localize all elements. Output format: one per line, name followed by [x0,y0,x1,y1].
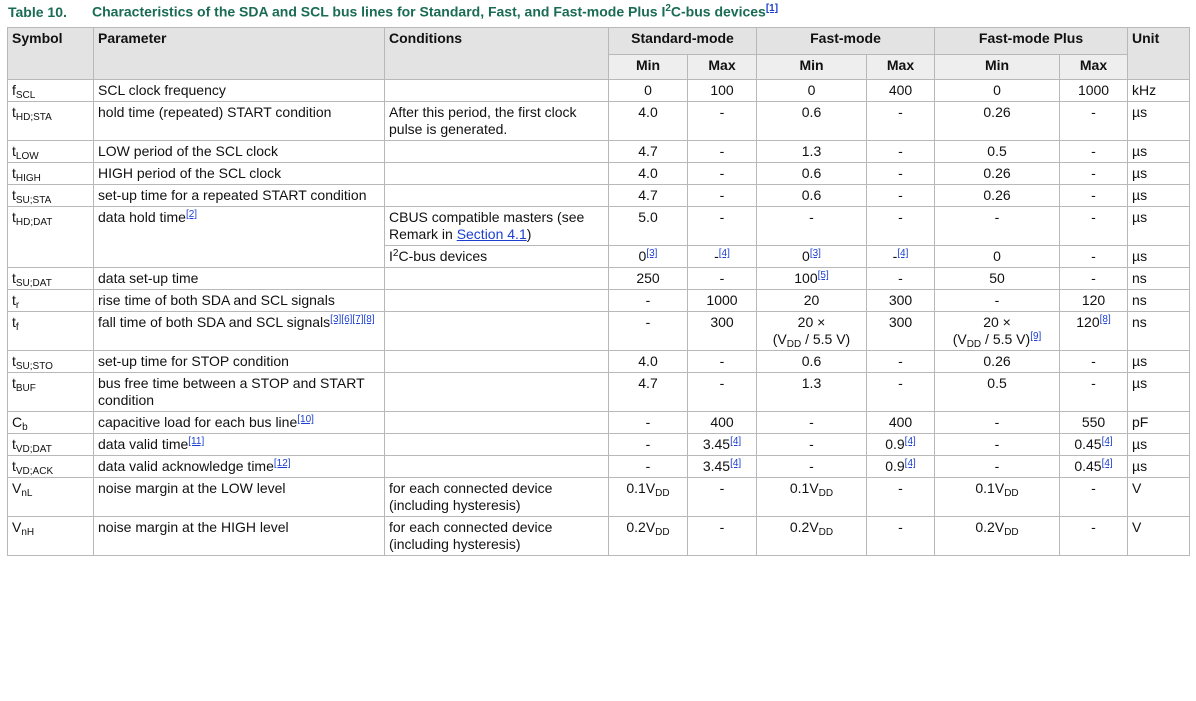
value-cell: - [867,141,935,163]
footnote-link[interactable]: [5] [817,270,829,281]
value-cell: 0 [757,80,867,102]
symbol-cell: $t_{HD;DAT}$ [8,207,94,268]
header-row [8,28,1190,55]
value-cell: - [688,268,757,290]
parameter-cell: SCL clock frequency [94,80,385,102]
conditions-cell [385,434,609,456]
footnote-link[interactable]: [4] [904,436,916,447]
unit-cell: µs [1128,163,1190,185]
table-row [8,351,1190,373]
value-cell: 0.9[4] [867,456,935,478]
table-row [8,434,1190,456]
conditions-cell [385,412,609,434]
unit-cell: pF [1128,412,1190,434]
value-cell: - [757,434,867,456]
value-cell: 20 × ($V_{DD} / 5.5$ V) [757,312,867,351]
unit-cell: ns [1128,312,1190,351]
value-cell: - [609,456,688,478]
min-header: Min [935,55,1060,80]
parameter-cell: set-up time for STOP condition [94,351,385,373]
parameter-cell: noise margin at the HIGH level [94,517,385,556]
value-cell: 4.0 [609,163,688,185]
conditions-cell [385,373,609,412]
value-cell: - [688,102,757,141]
symbol-cell: $t_{VD;ACK}$ [8,456,94,478]
unit-cell: ns [1128,290,1190,312]
value-cell: - [867,268,935,290]
value-cell: - [1060,268,1128,290]
footnote-link[interactable]: [4] [730,458,742,469]
value-cell: 5.0 [609,207,688,246]
value-cell: 0.26 [935,185,1060,207]
unit-cell: µs [1128,373,1190,412]
table-row [8,102,1190,141]
parameter-cell: bus free time between a STOP and START condition [94,373,385,412]
value-cell: - [935,290,1060,312]
value-cell: $0.1V_{DD}$ [935,478,1060,517]
value-cell: - [609,434,688,456]
value-cell: 0.45[4] [1060,434,1128,456]
max-header: Max [867,55,935,80]
table-row [8,456,1190,478]
footnote-link[interactable]: [4] [730,436,742,447]
value-cell: 1.3 [757,141,867,163]
unit-cell: µs [1128,246,1190,268]
conditions-cell [385,351,609,373]
symbol-header: Symbol [8,28,94,80]
table-row [8,268,1190,290]
table-row [8,80,1190,102]
footnote-link[interactable]: [3][6][7][8] [330,314,375,325]
footnote-link[interactable]: [8] [1099,314,1111,325]
value-cell: - [867,185,935,207]
table-caption: Table 10. Characteristics of the SDA and SCL bus lines for Standard, Fast, and Fast-mode Plus $I^2C$-bus devices[1] [8,3,779,20]
table-row [8,290,1190,312]
characteristics-table [7,27,1190,556]
value-cell: - [609,290,688,312]
conditions-cell [385,80,609,102]
value-cell: - [609,412,688,434]
parameter-cell: HIGH period of the SCL clock [94,163,385,185]
value-cell: - [1060,478,1128,517]
parameter-cell: data valid acknowledge time[12] [94,456,385,478]
min-header: Min [757,55,867,80]
footnote-link[interactable]: [4] [1101,458,1113,469]
value-cell: 300 [688,312,757,351]
conditions-cell: After this period, the first clock pulse is generated. [385,102,609,141]
footnote-link[interactable]: [3] [646,248,658,259]
max-header: Max [1060,55,1128,80]
parameter-cell: data valid time[11] [94,434,385,456]
unit-cell: µs [1128,141,1190,163]
value-cell: 120 [1060,290,1128,312]
symbol-cell: $V_{nL}$ [8,478,94,517]
symbol-cell: $t_f$ [8,312,94,351]
symbol-cell: $t_{HD;STA}$ [8,102,94,141]
table-title: Characteristics of the SDA and SCL bus lines for Standard, Fast, and Fast-mode Plus I [92,3,666,20]
table-row [8,412,1190,434]
value-cell: - [935,434,1060,456]
footnote-link[interactable]: [12] [273,458,291,469]
value-cell: 550 [1060,412,1128,434]
value-cell: - [935,207,1060,246]
value-cell: - [688,141,757,163]
unit-cell: V [1128,517,1190,556]
value-cell: - [757,207,867,246]
parameter-cell: fall time of both SDA and SCL signals[3][6][7][8] [94,312,385,351]
table-row [8,373,1190,412]
value-cell: - [867,351,935,373]
value-cell: -[4] [688,246,757,268]
parameter-cell: set-up time for a repeated START condition [94,185,385,207]
value-cell: 100 [688,80,757,102]
value-cell: 0.6 [757,163,867,185]
value-cell: 0[3] [757,246,867,268]
value-cell: 3.45[4] [688,434,757,456]
unit-header: Unit [1128,28,1190,80]
symbol-cell: $t_{SU;STO}$ [8,351,94,373]
value-cell: 400 [867,80,935,102]
value-cell: 100[5] [757,268,867,290]
parameter-cell: capacitive load for each bus line[10] [94,412,385,434]
conditions-cell [385,312,609,351]
table-row [8,185,1190,207]
footnote-link[interactable]: [4] [904,458,916,469]
unit-cell: µs [1128,434,1190,456]
parameter-cell: noise margin at the LOW level [94,478,385,517]
value-cell: 3.45[4] [688,456,757,478]
value-cell: $0.1V_{DD}$ [757,478,867,517]
value-cell: 1000 [688,290,757,312]
value-cell: 0.5 [935,373,1060,412]
value-cell: 0.9[4] [867,434,935,456]
table-row [8,478,1190,517]
table-row [8,141,1190,163]
value-cell: - [609,312,688,351]
value-cell: - [1060,373,1128,412]
value-cell: - [867,373,935,412]
symbol-cell: $t_{SU;DAT}$ [8,268,94,290]
unit-cell: kHz [1128,80,1190,102]
parameter-header: Parameter [94,28,385,80]
value-cell: - [1060,517,1128,556]
conditions-cell: CBUS compatible masters (see Remark in Section 4.1) [385,207,609,246]
value-cell: 20 [757,290,867,312]
unit-cell: V [1128,478,1190,517]
value-cell: 50 [935,268,1060,290]
value-cell: 0.26 [935,102,1060,141]
symbol-cell: $f_{SCL}$ [8,80,94,102]
value-cell: - [757,456,867,478]
value-cell: 120[8] [1060,312,1128,351]
value-cell: - [1060,141,1128,163]
value-cell: 300 [867,290,935,312]
symbol-cell: $t_{SU;STA}$ [8,185,94,207]
unit-cell: µs [1128,456,1190,478]
footnote-link[interactable]: [3] [809,248,821,259]
value-cell: 20 × ($V_{DD} / 5.5$ V)[9] [935,312,1060,351]
value-cell: 0.26 [935,163,1060,185]
value-cell: $0.1V_{DD}$ [609,478,688,517]
value-cell: 4.7 [609,373,688,412]
max-header: Max [688,55,757,80]
unit-cell: µs [1128,351,1190,373]
footnote-link[interactable]: [4] [897,248,909,259]
value-cell: - [1060,207,1128,246]
conditions-cell: for each connected device (including hysteresis) [385,517,609,556]
value-cell: 0[3] [609,246,688,268]
footnote-link[interactable]: [2] [185,209,198,220]
value-cell: - [1060,351,1128,373]
value-cell: - [867,207,935,246]
value-cell: 1000 [1060,80,1128,102]
value-cell: 0.5 [935,141,1060,163]
value-cell: - [1060,163,1128,185]
symbol-cell: $t_r$ [8,290,94,312]
value-cell: - [1060,185,1128,207]
value-cell: - [688,163,757,185]
value-cell: 0.6 [757,185,867,207]
conditions-cell [385,268,609,290]
footnote-link[interactable]: [10] [297,414,314,425]
unit-cell: µs [1128,207,1190,246]
parameter-cell: data set-up time [94,268,385,290]
conditions-cell: $I^2C$-bus devices [385,246,609,268]
value-cell: 0.45[4] [1060,456,1128,478]
value-cell: - [935,456,1060,478]
parameter-cell: hold time (repeated) START condition [94,102,385,141]
symbol-cell: $t_{HIGH}$ [8,163,94,185]
standard-mode-header: Standard-mode [609,28,757,55]
value-cell: - [688,517,757,556]
value-cell: 1.3 [757,373,867,412]
section-link[interactable]: Section 4.1 [456,226,527,242]
value-cell: - [688,185,757,207]
symbol-cell: $C_b$ [8,412,94,434]
value-cell: - [935,412,1060,434]
value-cell: 4.0 [609,351,688,373]
unit-cell: µs [1128,185,1190,207]
conditions-cell [385,163,609,185]
value-cell: - [1060,246,1128,268]
value-cell: - [688,478,757,517]
fast-mode-header: Fast-mode [757,28,935,55]
value-cell: 4.7 [609,185,688,207]
value-cell: $0.2V_{DD}$ [757,517,867,556]
footnote-link[interactable]: [4] [1101,436,1113,447]
value-cell: - [688,373,757,412]
conditions-cell [385,290,609,312]
value-cell: 4.7 [609,141,688,163]
fast-mode-plus-header: Fast-mode Plus [935,28,1128,55]
value-cell: 250 [609,268,688,290]
value-cell: 300 [867,312,935,351]
table-row [8,207,1190,246]
value-cell: 400 [688,412,757,434]
conditions-header: Conditions [385,28,609,80]
conditions-cell: for each connected device (including hysteresis) [385,478,609,517]
table-row [8,312,1190,351]
value-cell: $0.2V_{DD}$ [935,517,1060,556]
value-cell: 0.6 [757,351,867,373]
conditions-cell [385,141,609,163]
value-cell: - [688,207,757,246]
table-row [8,163,1190,185]
value-cell: -[4] [867,246,935,268]
footnote-link[interactable]: [4] [718,248,730,259]
value-cell: - [688,351,757,373]
conditions-cell [385,456,609,478]
value-cell: - [867,517,935,556]
symbol-cell: $V_{nH}$ [8,517,94,556]
table-row [8,517,1190,556]
symbol-cell: $t_{BUF}$ [8,373,94,412]
footnote-link[interactable]: [1] [765,3,779,14]
value-cell: - [867,102,935,141]
footnote-link[interactable]: [9] [1030,331,1042,342]
conditions-cell [385,185,609,207]
value-cell: 0.26 [935,351,1060,373]
unit-cell: ns [1128,268,1190,290]
footnote-link[interactable]: [11] [188,436,205,447]
value-cell: 4.0 [609,102,688,141]
value-cell: - [757,412,867,434]
value-cell: 0.6 [757,102,867,141]
value-cell: $0.2V_{DD}$ [609,517,688,556]
value-cell: 0 [609,80,688,102]
min-header: Min [609,55,688,80]
unit-cell: µs [1128,102,1190,141]
value-cell: - [1060,102,1128,141]
symbol-cell: $t_{VD;DAT}$ [8,434,94,456]
value-cell: - [867,478,935,517]
table-number: Table 10. [8,3,67,20]
value-cell: - [867,163,935,185]
value-cell: 0 [935,80,1060,102]
parameter-cell: LOW period of the SCL clock [94,141,385,163]
symbol-cell: $t_{LOW}$ [8,141,94,163]
parameter-cell: data hold time[2] [94,207,385,268]
value-cell: 400 [867,412,935,434]
parameter-cell: rise time of both SDA and SCL signals [94,290,385,312]
value-cell: 0 [935,246,1060,268]
